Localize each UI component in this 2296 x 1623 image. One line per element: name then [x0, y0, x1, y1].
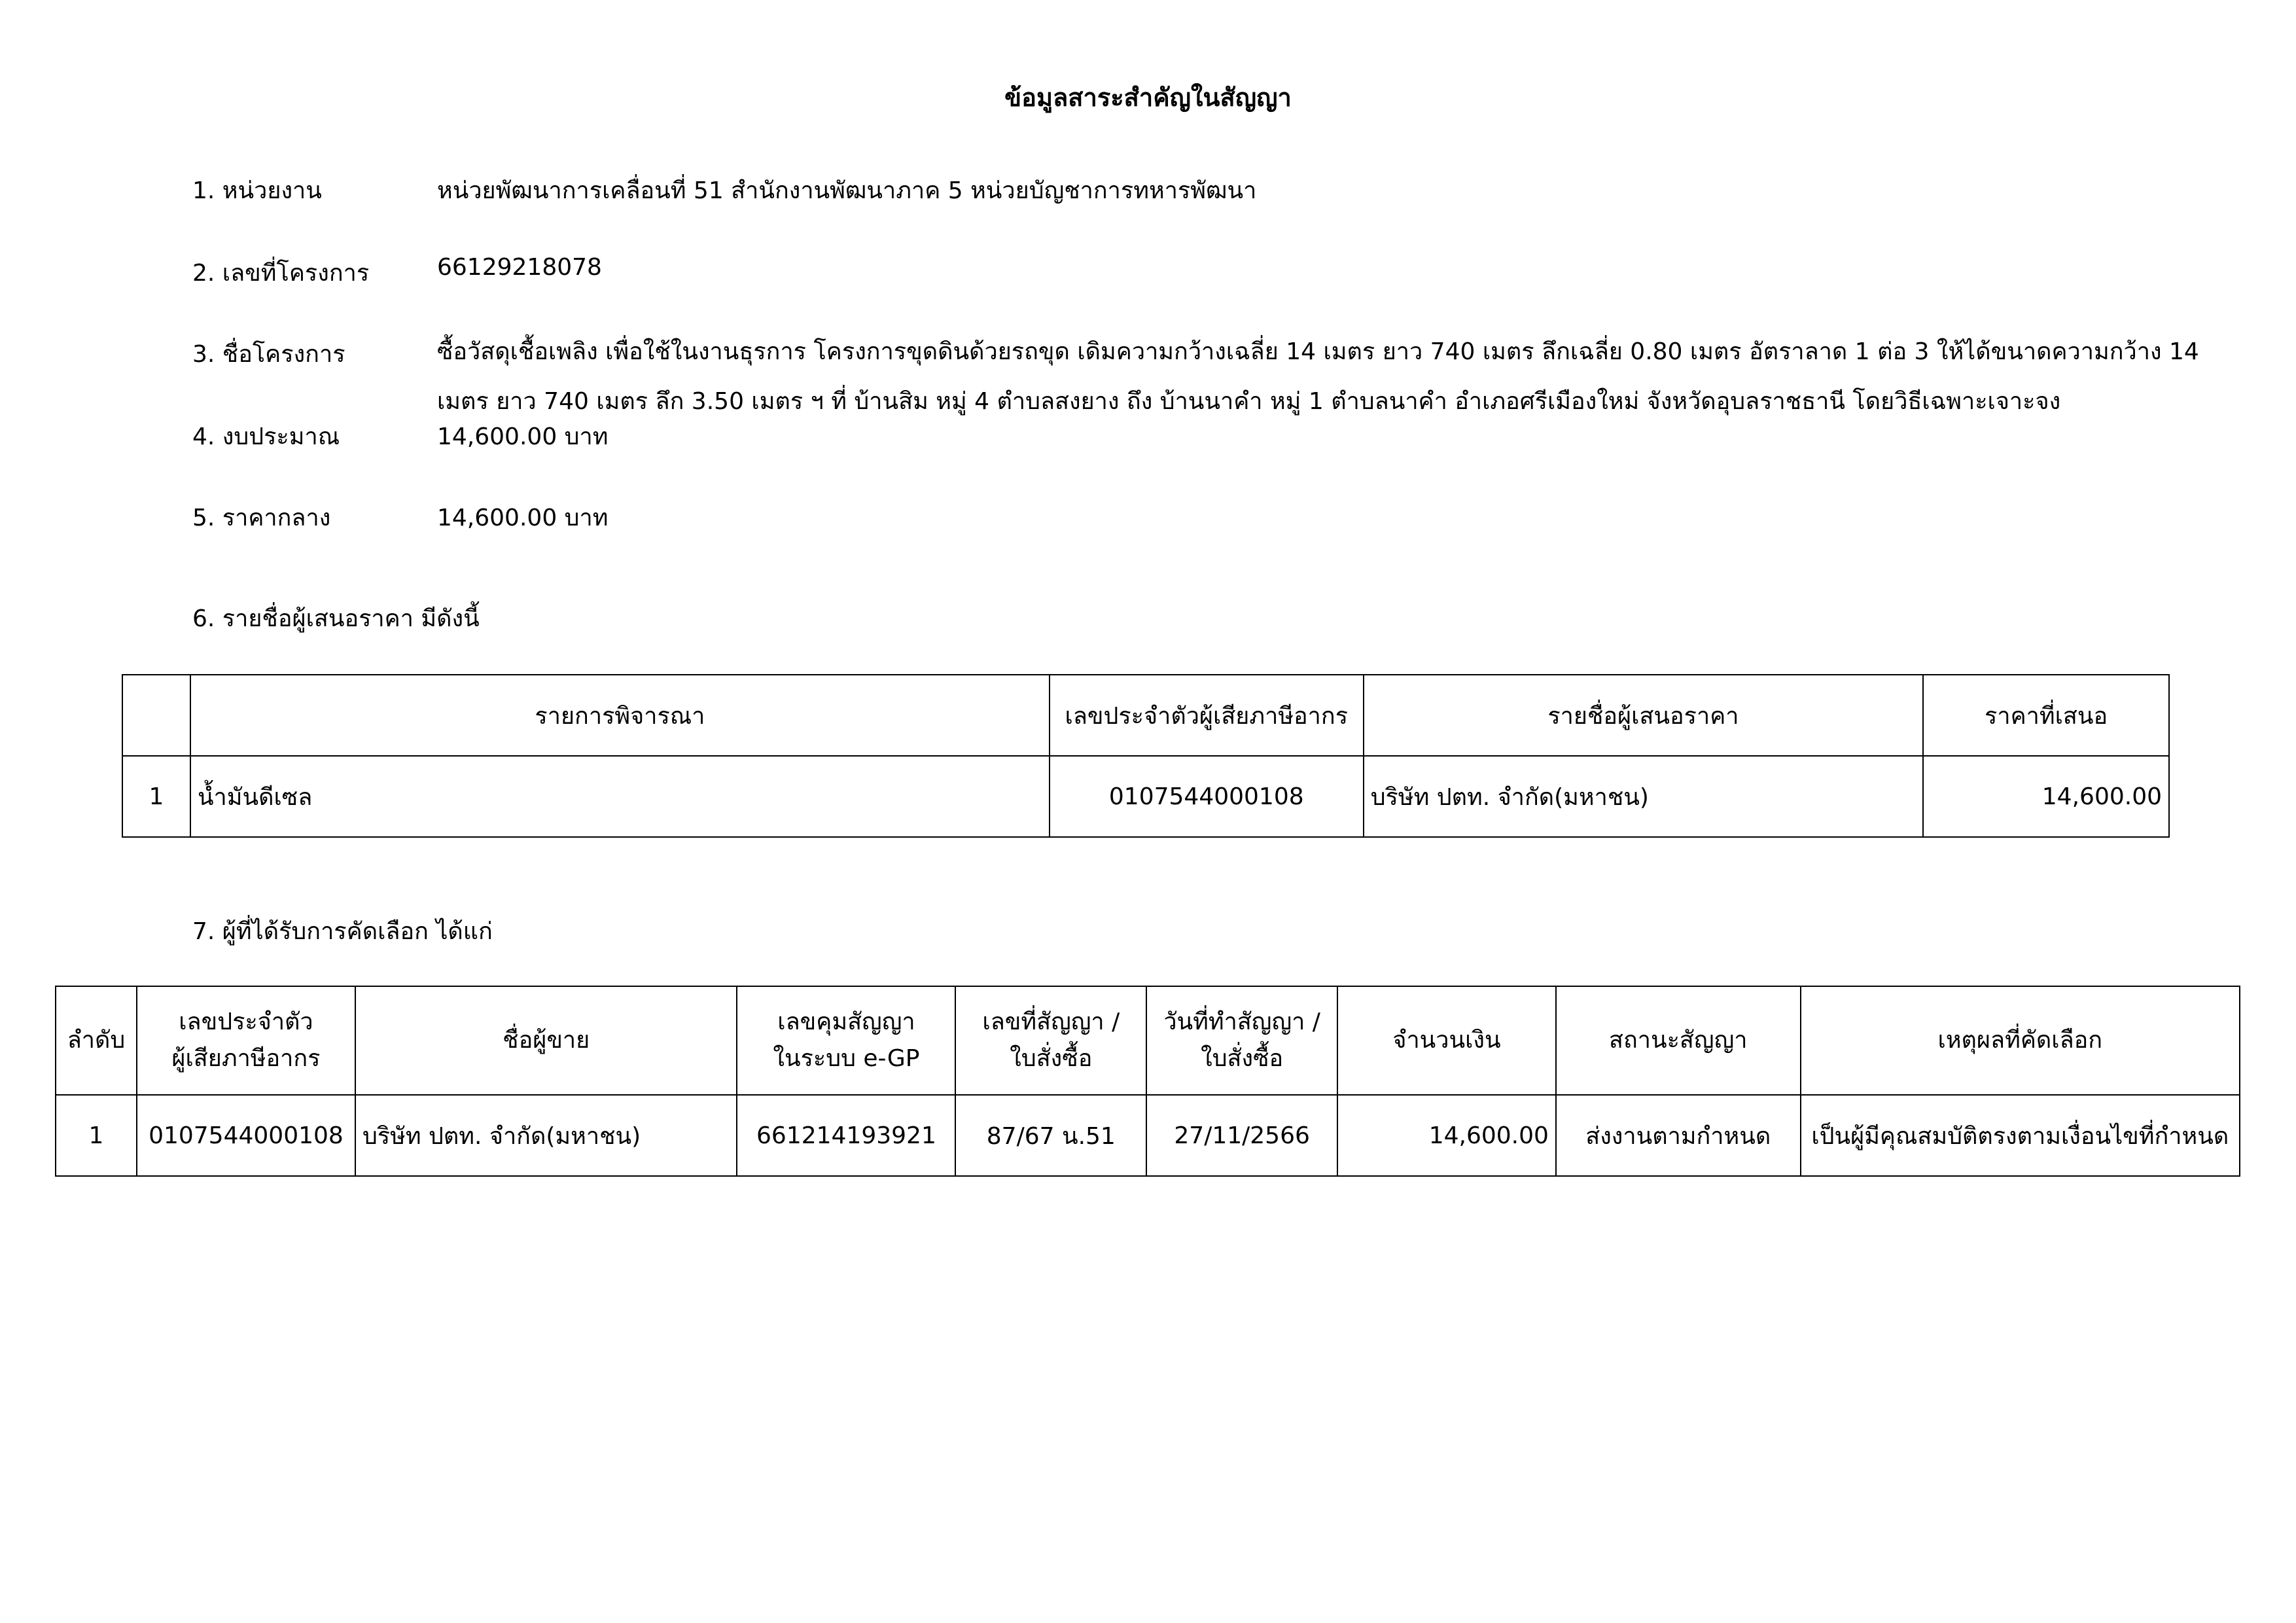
project-no-value: 66129218078 [437, 254, 602, 281]
agency-label: 1. หน่วยงาน [192, 177, 322, 204]
selected-header-status: สถานะสัญญา [1556, 986, 1801, 1095]
selected-header-date-line1: วันที่ทำสัญญา / [1163, 1008, 1320, 1035]
project-name-label: 3. ชื่อโครงการ [192, 341, 345, 368]
selected-cell-status: ส่งงานตามกำหนด [1556, 1095, 1801, 1176]
bidders-cell-item: น้ำมันดีเซล [190, 756, 1050, 837]
selected-header-date [1146, 986, 1337, 1095]
bidders-cell-bidder: บริษัท ปตท. จำกัด(มหาชน) [1364, 756, 1923, 837]
budget-value: 14,600.00 บาท [437, 423, 609, 450]
median-price-label: 5. ราคากลาง [192, 505, 331, 531]
selected-header-seller: ชื่อผู้ขาย [355, 986, 737, 1095]
selected-cell-tax-id: 0107544000108 [137, 1095, 355, 1176]
selected-heading: 7. ผู้ที่ได้รับการคัดเลือก ได้แก่ [192, 918, 493, 945]
bidders-cell-price: 14,600.00 [1923, 756, 2169, 837]
bidders-cell-tax-id: 0107544000108 [1050, 756, 1364, 837]
document-title: ข้อมูลสาระสำคัญในสัญญา [1004, 83, 1292, 112]
bidders-header-no [122, 675, 190, 756]
table-row [122, 756, 2169, 837]
selected-header-no: ลำดับ [56, 986, 137, 1095]
selected-cell-no: 1 [56, 1095, 137, 1176]
selected-header-contract-no-line1: เลขที่สัญญา / [982, 1008, 1120, 1035]
selected-header-amount: จำนวนเงิน [1337, 986, 1556, 1095]
budget-label: 4. งบประมาณ [192, 423, 340, 450]
selected-header-reason: เหตุผลที่คัดเลือก [1801, 986, 2240, 1095]
selected-header-egp-line1: เลขคุมสัญญา [777, 1008, 915, 1035]
bidders-header-bidder: รายชื่อผู้เสนอราคา [1364, 675, 1923, 756]
selected-header-contract-no-line2: ใบสั่งซื้อ [1010, 1045, 1093, 1072]
bidders-header-price: ราคาที่เสนอ [1923, 675, 2169, 756]
selected-header-contract-no [955, 986, 1146, 1095]
project-name-value: ซื้อวัสดุเชื้อเพลิง เพื่อใช้ในงานธุรการ โครงการขุดดินด้วยรถขุด เดิมความกว้างเฉลี่ย 14 เมตร ยาว 740 เมตร ลึกเฉลี่ย 0.80 เมตร อัตราลาด 1 ต่อ 3 ให้ได้ขนาดความกว้าง 14 เมตร ยาว 740 เมตร ลึก 3.50 เมตร ฯ ที่ บ้านสิม หมู่ 4 ตำบลสงยาง ถึง บ้านนาคำ หมู่ 1 ตำบลนาคำ อำเภอศรีเมืองใหม่ จังหวัดอุบลราชธานี โดยวิธีเฉพาะเจาะจง [437, 338, 2199, 415]
selected-cell-seller: บริษัท ปตท. จำกัด(มหาชน) [355, 1095, 737, 1176]
selected-header-tax-id-line1: เลขประจำตัว [179, 1008, 313, 1035]
bidders-cell-no: 1 [122, 756, 190, 837]
project-no-label: 2. เลขที่โครงการ [192, 260, 370, 287]
selected-table [55, 986, 2240, 1177]
bidders-header-tax-id: เลขประจำตัวผู้เสียภาษีอากร [1050, 675, 1364, 756]
selected-cell-contract-no: 87/67 น.51 [955, 1095, 1146, 1176]
selected-header-egp-line2: ในระบบ e-GP [773, 1045, 920, 1072]
selected-cell-reason: เป็นผู้มีคุณสมบัติตรงตามเงื่อนไขที่กำหนด [1801, 1095, 2240, 1176]
selected-header-tax-id-line2: ผู้เสียภาษีอากร [171, 1045, 321, 1072]
bidders-table [122, 674, 2170, 838]
bidders-header-item: รายการพิจารณา [190, 675, 1050, 756]
median-price-value: 14,600.00 บาท [437, 505, 609, 531]
selected-header-tax-id [137, 986, 355, 1095]
selected-table-header [56, 986, 2240, 1095]
table-row [56, 1095, 2240, 1176]
bidders-table-header [122, 675, 2169, 756]
selected-cell-amount: 14,600.00 [1337, 1095, 1556, 1176]
selected-header-date-line2: ใบสั่งซื้อ [1201, 1045, 1284, 1072]
agency-value: หน่วยพัฒนาการเคลื่อนที่ 51 สำนักงานพัฒนาภาค 5 หน่วยบัญชาการทหารพัฒนา [437, 177, 1257, 204]
bidders-heading: 6. รายชื่อผู้เสนอราคา มีดังนี้ [192, 605, 480, 632]
selected-header-egp [737, 986, 955, 1095]
selected-cell-egp: 661214193921 [737, 1095, 955, 1176]
selected-cell-date: 27/11/2566 [1146, 1095, 1337, 1176]
